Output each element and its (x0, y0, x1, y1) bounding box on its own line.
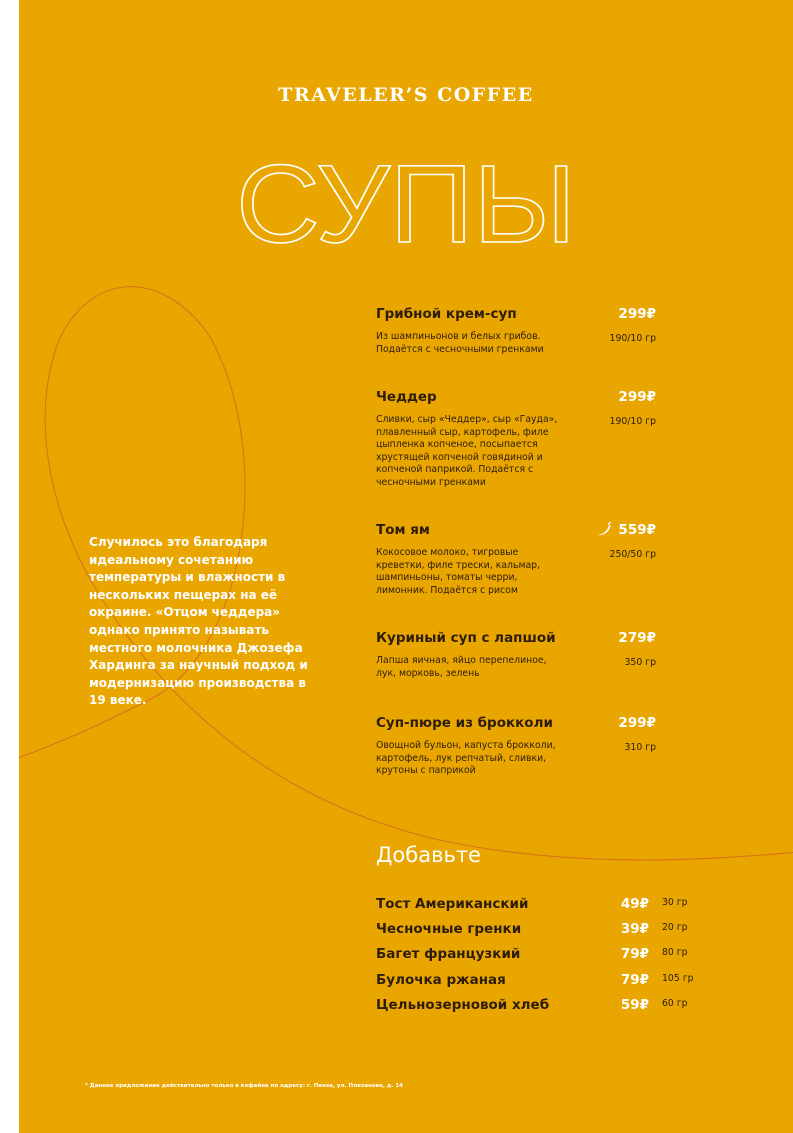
addon-item (376, 945, 706, 970)
quote-text: Случилось это благодаря идеальному сочетанию температуры и влажности в нескольких пещерах на её окраине. «Отцом чеддера» однако принято называть местного молочника Джозефа Хардинга за научный подход и модернизацию производства в 19 веке. (89, 535, 308, 708)
item-weight: 190/10 гр (609, 333, 656, 344)
item-description: Лапша яичная, яйцо перепелиное, лук, морковь, зелень (376, 655, 547, 679)
addon-name: Багет французкий (376, 946, 521, 963)
addon-weight: 20 гр (662, 922, 688, 934)
chili-pepper-icon (596, 522, 612, 536)
item-price: 279₽ (618, 630, 656, 646)
addon-item (376, 996, 706, 1021)
item-description: Кокосовое молоко, тигровые креветки, филе трески, кальмар, шампиньоны, томаты черри, лимонник. Подаётся с рисом (376, 547, 541, 596)
menu-item (376, 714, 666, 794)
hero-title (219, 148, 593, 252)
item-name: Суп-пюре из брокколи (376, 715, 553, 731)
addon-name: Тост Американский (376, 896, 529, 912)
item-price-wrap (596, 521, 656, 539)
menu-page (19, 0, 793, 1133)
item-price: 299₽ (618, 389, 656, 405)
menu-item (376, 521, 666, 629)
svg-text:СУПЫ: СУПЫ (236, 148, 576, 252)
item-weight: 350 гр (624, 657, 656, 668)
addon-weight: 30 гр (662, 897, 688, 908)
addons-list (376, 895, 706, 1021)
addon-name: Булочка ржаная (376, 971, 506, 988)
item-name: Чеддер (376, 389, 437, 405)
addon-weight: 80 гр (662, 947, 688, 959)
item-weight: 190/10 гр (609, 416, 656, 427)
addon-item (376, 920, 706, 945)
item-weight: 310 гр (624, 742, 656, 753)
addon-name: Чесночные гренки (376, 921, 522, 938)
item-description: Овощной бульон, капуста брокколи, картофель, лук репчатый, сливки, крутоны с паприкой (376, 740, 556, 777)
addon-name: Цельнозерновой хлеб (376, 996, 550, 1013)
item-name: Куриный суп с лапшой (376, 630, 556, 646)
item-description: Сливки, сыр «Чеддер», сыр «Гауда», плавленный сыр, картофель, филе цыпленка копченое, посыпается хрустящей копченой говядиной и копченой паприкой. Подаётся с чесночными гренками (376, 414, 558, 488)
item-name: Том ям (376, 522, 430, 538)
addons-title: Добавьте (376, 843, 481, 867)
addon-price: 39₽ (620, 921, 649, 938)
brand-logo: TRAVELER’S COFFEE (278, 84, 534, 106)
addon-weight: 60 гр (662, 997, 688, 1009)
item-name: Грибной крем-суп (376, 306, 517, 322)
menu-item (376, 305, 666, 388)
menu-item (376, 629, 666, 714)
addon-price: 49₽ (620, 896, 649, 912)
menu-item (376, 388, 666, 521)
item-description: Из шампиньонов и белых грибов. Подаётся с чесночными гренками (376, 331, 544, 355)
item-price: 299₽ (618, 306, 656, 322)
footnote: * Данное предложение действительно только в кофейне по адресу: г. Пенза, ул. Плеханова, д. 14 (85, 1083, 403, 1089)
item-price: 299₽ (618, 715, 656, 731)
item-price: 559₽ (618, 522, 656, 538)
soup-menu-list (376, 305, 666, 794)
addon-item (376, 895, 706, 920)
addon-price: 79₽ (620, 971, 649, 988)
addon-weight: 105 гр (662, 972, 694, 984)
addon-price: 79₽ (620, 946, 649, 963)
addon-price: 59₽ (620, 996, 649, 1013)
addon-item (376, 971, 706, 996)
item-weight: 250/50 гр (609, 549, 656, 560)
